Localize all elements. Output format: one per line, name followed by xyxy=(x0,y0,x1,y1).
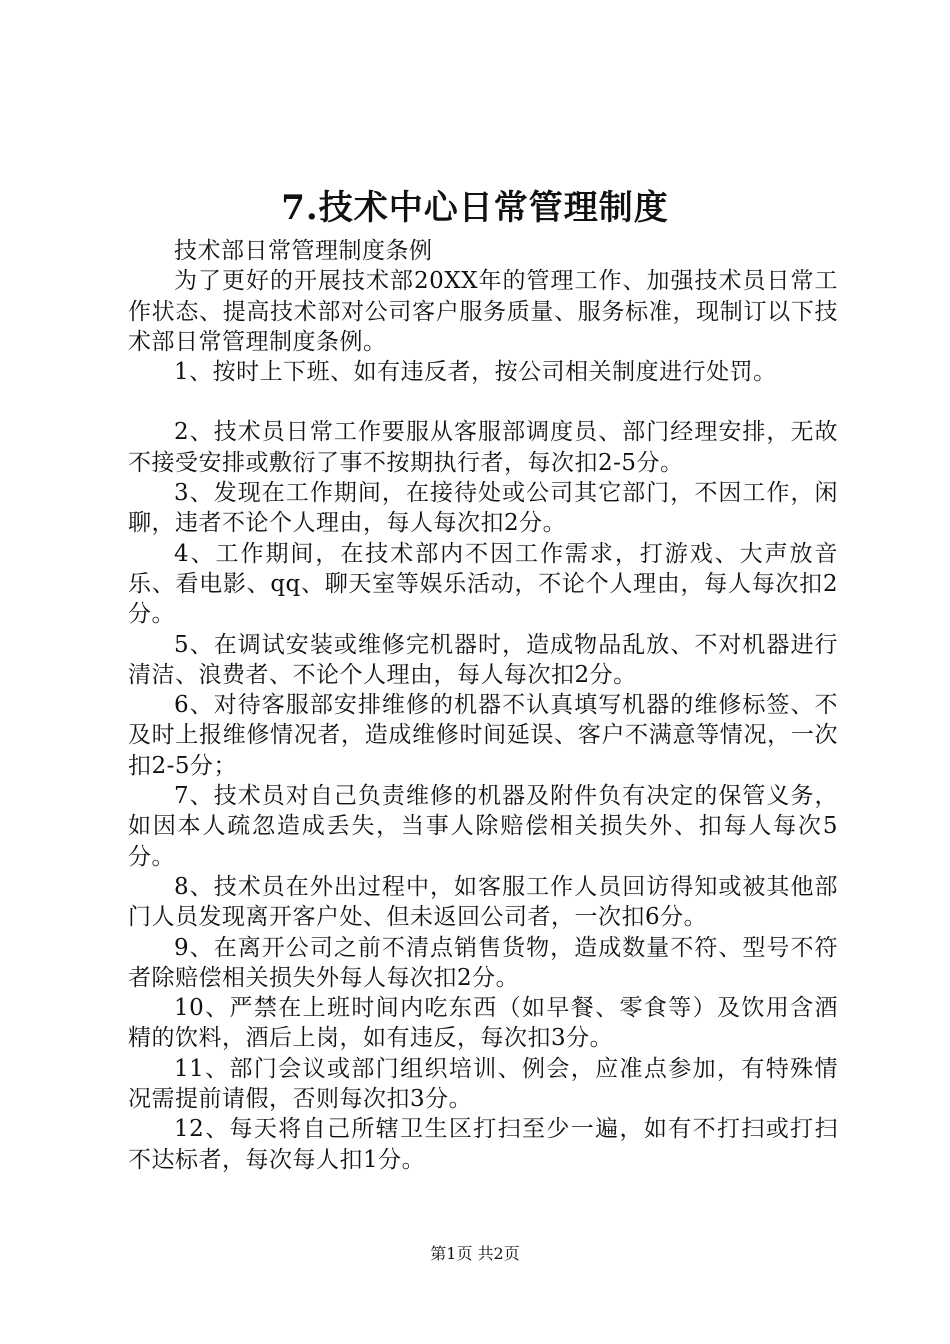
section-heading: 技术部日常管理制度条例 xyxy=(174,238,433,264)
rule-item-10: 10、严禁在上班时间内吃东西（如早餐、零食等）及饮用含酒精的饮料，酒后上岗，如有违反，每次扣3分。 xyxy=(128,995,838,1052)
rule-item-6: 6、对待客服部安排维修的机器不认真填写机器的维修标签、不及时上报维修情况者，造成维修时间延误、客户不满意等情况，一次扣2-5分； xyxy=(128,692,838,779)
rule-item-2: 2、技术员日常工作要服从客服部调度员、部门经理安排，无故不接受安排或敷衍了事不按期执行者，每次扣2-5分。 xyxy=(128,419,838,476)
page-indicator: 第1页 共2页 xyxy=(430,1244,520,1263)
rule-item-5: 5、在调试安装或维修完机器时，造成物品乱放、不对机器进行清洁、浪费者、不论个人理由，每人每次扣2分。 xyxy=(128,631,838,688)
rule-item-3: 3、发现在工作期间，在接待处或公司其它部门，不因工作，闲聊，违者不论个人理由，每人每次扣2分。 xyxy=(128,480,838,537)
rule-item-7: 7、技术员对自己负责维修的机器及附件负有决定的保管义务，如因本人疏忽造成丢失，当事人除赔偿相关损失外、扣每人每次5分。 xyxy=(128,783,838,870)
rule-item-1: 1、按时上下班、如有违反者，按公司相关制度进行处罚。 xyxy=(174,359,777,386)
rule-item-8: 8、技术员在外出过程中，如客服工作人员回访得知或被其他部门人员发现离开客户处、但未返回公司者，一次扣6分。 xyxy=(128,873,838,931)
rule-item-11: 11、部门会议或部门组织培训、例会，应准点参加，有特殊情况需提前请假，否则每次扣3分。 xyxy=(128,1055,838,1113)
rule-item-4: 4、工作期间，在技术部内不因工作需求，打游戏、大声放音乐、看电影、qq、聊天室等娱乐活动，不论个人理由，每人每次扣2分。 xyxy=(128,540,838,628)
document-body xyxy=(128,236,838,1175)
rule-item-9: 9、在离开公司之前不清点销售货物，造成数量不符、型号不符者除赔偿相关损失外每人每次扣2分。 xyxy=(128,934,838,991)
intro-paragraph: 为了更好的开展技术部20XX年的管理工作、加强技术员日常工作状态、提高技术部对公司客户服务质量、服务标准，现制订以下技术部日常管理制度条例。 xyxy=(128,268,838,355)
rule-item-12: 12、每天将自己所辖卫生区打扫至少一遍，如有不打扫或打扫不达标者，每次每人扣1分。 xyxy=(128,1116,838,1173)
document-title: 7.技术中心日常管理制度 xyxy=(281,188,669,228)
